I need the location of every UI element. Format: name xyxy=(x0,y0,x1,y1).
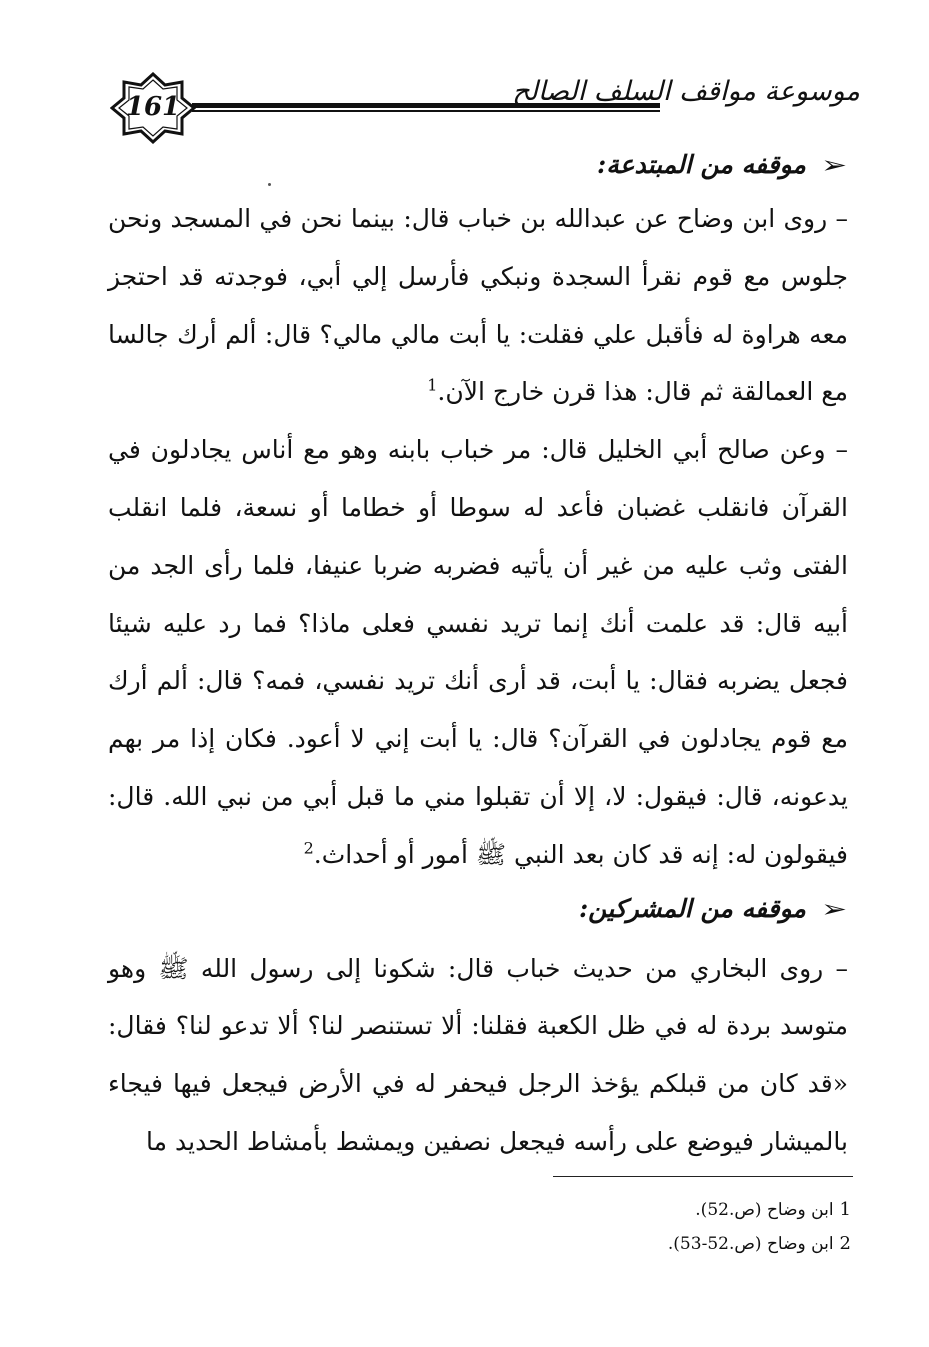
paragraph: – روى ابن وضاح عن عبدالله بن خباب قال: بينما نحن في المسجد ونحن جلوس مع قوم نقرأ السجدة ونبكي فأرسل إلي أبي، فوجدته قد احتجز معه هراوة له فأقبل علي فقلت: يا أبت مالي مالي؟ قال: ألم أرك جالسا مع العمالقة ثم قال: هذا قرن خارج الآن.$^1$ xyxy=(108,204,848,407)
book-title: موسوعة مواقف السلف الصالح xyxy=(512,76,860,107)
section-heading: ➢موقفه من المبتدعة: xyxy=(108,140,848,190)
footnote-ref: 2 xyxy=(303,838,314,858)
page-header xyxy=(100,70,860,150)
page-number-badge xyxy=(110,72,196,144)
main-content xyxy=(108,140,848,1171)
page-number: 161 xyxy=(125,92,181,122)
arrowhead-icon: ➢ xyxy=(820,151,848,179)
footnote-separator xyxy=(553,1176,853,1177)
footnote: 2ابن وضاح (ص.52-53). xyxy=(667,1233,851,1254)
footnotes xyxy=(451,1193,851,1261)
arrowhead-icon: ➢ xyxy=(820,894,848,923)
paragraph: – وعن صالح أبي الخليل قال: مر خباب بابنه وهو مع أناس يجادلون في القرآن فانقلب غضبان فأعد له سوطا أو خطاما أو نسعة، فلما انقلب الفتى وثب عليه من غير أن يأتيه فضربه ضربا عنيفا، فلما رأى الجد من أبيه قال: قد علمت أنك إنما تريد نفسي فعلى ماذا؟ فما رد عليه شيئا فجعل يضربه فقال: يا أبت، قد أرى أنك تريد نفسي، فمه؟ قال: ألم أرك مع قوم يجادلون في القرآن؟ قال: يا أبت إني لا أعود. فكان إذا مر بهم يدعونه، قال: فيقول: لا، إلا أن تقبلوا مني ما قبل أبي من نبي الله. قال: فيقولون له: إنه قد كان بعد النبي ﷺ أمور أو أحداث.$^2$ xyxy=(108,435,849,869)
section-heading: ➢موقفه من المشركين: xyxy=(108,884,848,934)
paragraph: – روى البخاري من حديث خباب قال: شكونا إلى رسول الله ﷺ وهو متوسد بردة له في ظل الكعبة فقلنا: ألا تستنصر لنا؟ ألا تدعو لنا؟ فقال: «قد كان من قبلكم يؤخذ الرجل فيحفر له في الأرض فيجعل فيها فيجاء بالميشار فيوضع على رأسه فيجعل نصفين ويمشط بأمشاط الحديد ما xyxy=(108,953,848,1156)
footnote-ref: 1 xyxy=(427,376,438,396)
footnote: 1ابن وضاح (ص.52). xyxy=(695,1199,851,1220)
